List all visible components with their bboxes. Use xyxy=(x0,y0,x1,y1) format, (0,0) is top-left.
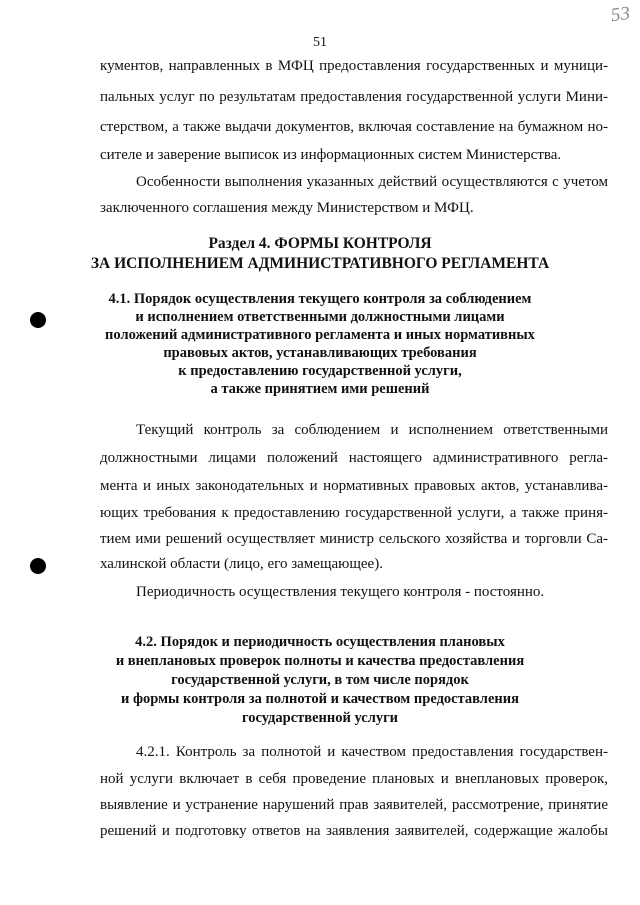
subsection-heading: и внеплановых проверок полноты и качества предоставления xyxy=(115,653,525,669)
subsection-heading: правовых актов, устанавливающих требования xyxy=(163,345,477,361)
subsection-heading: и исполнением ответственными должностными лицами xyxy=(135,309,505,325)
subsection-heading: положений административного регламента и иных нормативных xyxy=(105,327,535,343)
paragraph-line: пальных услуг по результатам предоставления государственной услуги Мини- xyxy=(100,89,608,105)
paragraph-line: кументов, направленных в МФЦ предоставления государственных и муници- xyxy=(100,58,608,74)
handwritten-page-number: 53 xyxy=(609,2,632,27)
paragraph-line: сителе и заверение выписок из информационных систем Министерства. xyxy=(100,147,562,163)
subsection-heading: государственной услуги, в том числе порядок xyxy=(171,672,469,688)
paragraph-line: должностными лицами положений настоящего административного регла- xyxy=(100,450,608,466)
subsection-heading: государственной услуги xyxy=(241,710,399,726)
paragraph-line: заключенного соглашения между Министерством и МФЦ. xyxy=(100,200,474,216)
section-heading: Раздел 4. ФОРМЫ КОНТРОЛЯ xyxy=(208,235,432,252)
paragraph-line: халинской области (лицо, его замещающее). xyxy=(100,556,383,572)
subsection-heading: и формы контроля за полнотой и качеством предоставления xyxy=(121,691,519,707)
subsection-heading: 4.2. Порядок и периодичность осуществления плановых xyxy=(135,634,505,650)
paragraph-line: Текущий контроль за соблюдением и исполнением ответственными xyxy=(136,422,608,438)
subsection-heading: 4.1. Порядок осуществления текущего контроля за соблюдением xyxy=(108,291,532,307)
section-heading: ЗА ИСПОЛНЕНИЕМ АДМИНИСТРАТИВНОГО РЕГЛАМЕНТА xyxy=(90,255,550,272)
punch-hole-mark xyxy=(30,558,46,574)
paragraph-line: тием ими решений осуществляет министр сельского хозяйства и торговли Са- xyxy=(100,531,608,547)
punch-hole-mark xyxy=(30,312,46,328)
subsection-heading: а также принятием ими решений xyxy=(210,381,430,397)
paragraph-line: 4.2.1. Контроль за полнотой и качеством предоставления государствен- xyxy=(136,744,608,760)
page-number: 51 xyxy=(313,35,327,50)
paragraph-line: ной услуги включает в себя проведение плановых и внеплановых проверок, xyxy=(100,771,608,787)
paragraph-line: Особенности выполнения указанных действий осуществляются с учетом xyxy=(136,174,608,190)
paragraph-line: Периодичность осуществления текущего контроля - постоянно. xyxy=(136,584,545,600)
paragraph-line: стерством, а также выдачи документов, включая составление на бумажном но- xyxy=(100,119,608,135)
paragraph-line: мента и иных законодательных и нормативных правовых актов, устанавлива- xyxy=(100,478,608,494)
paragraph-line: ющих требования к предоставлению государственной услуги, а также приня- xyxy=(100,505,608,521)
paragraph-line: решений и подготовку ответов на заявления заявителей, содержащие жалобы xyxy=(100,823,608,839)
paragraph-line: выявление и устранение нарушений прав заявителей, рассмотрение, принятие xyxy=(100,797,608,813)
subsection-heading: к предоставлению государственной услуги, xyxy=(178,363,462,379)
